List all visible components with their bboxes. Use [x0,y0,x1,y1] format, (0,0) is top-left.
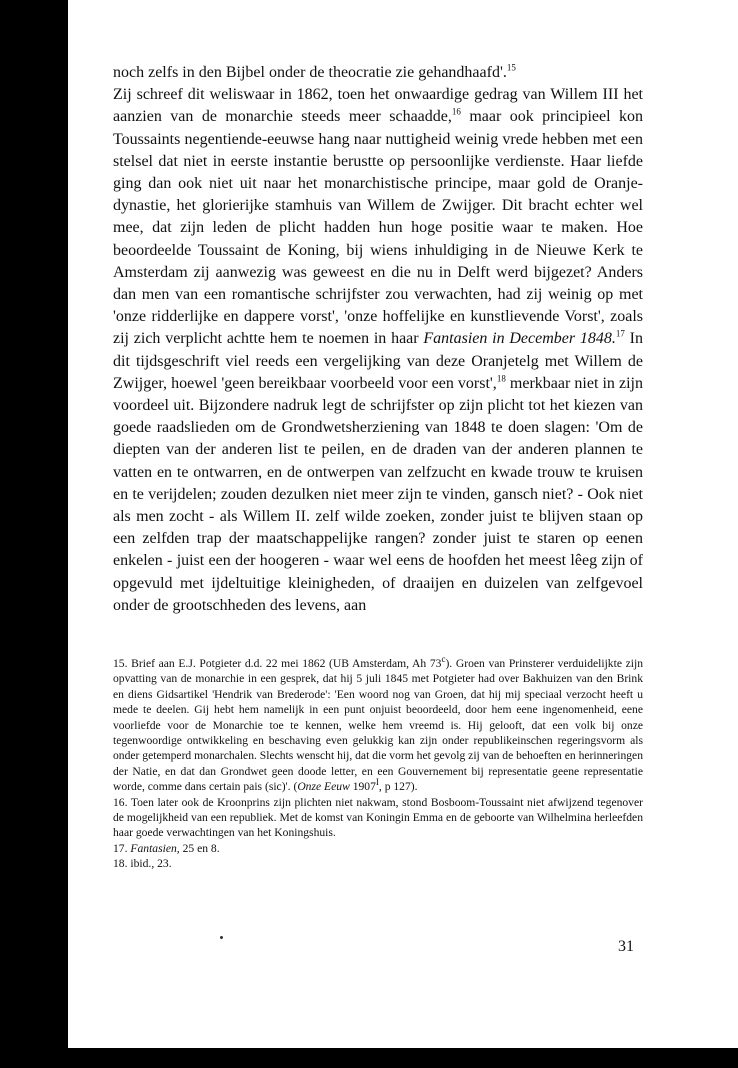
paragraph-2-part-a: Zij schreef dit weliswaar in 1862, toen het onwaardige gedrag van Willem III het aanzien van de monarchie steeds meer schaadde, [113,86,643,126]
footnote-15-sup-c: c [441,654,446,665]
scan-border-left [0,0,68,1068]
footnote-17 [113,841,643,856]
footnote-16: 16. Toen later ook de Kroonprins zijn plichten niet nakwam, stond Bosboom-Toussaint niet afwijzend tegenover de mogelijkheid van een republiek. Met de komst van Koningin Emma en de geboorte van Wilhelmina herleefden haar goede verwachtingen van het Koningshuis. [113,795,643,840]
paragraph-1-text: noch zelfs in den Bijbel onder de theocratie zie gehandhaafd'. [113,64,507,81]
page-number: 31 [618,938,634,955]
footnote-15 [113,656,643,795]
paragraph-2 [113,84,643,617]
footnote-17-num: 17. [113,841,128,855]
footnote-17-rest: 25 en 8. [179,841,220,855]
footnote-15-part-b: ). Groen van Prinsterer verduidelijkte zijn opvatting van de monarchie in een gesprek, dat hij 5 juli 1845 met Potgieter had over Bakhuizen van den Brink en diens Gidsartikel 'Hendrik van Brederode': 'Een woord nog van Groen, dat hij mij speciaal verzocht heeft u mede te deelen. Gij hebt hem namelijk in een punt onjuist beoordeeld, door hem eene ingenomenheid, eene voorliefde voor de Monarchie toe te kennen, welke hem vreemd is. Hij gelooft, dat een volk bij onze tegenwoordige ontwikkeling en beschaving even gelukkig kan zijn onder republikeinschen regeringsvorm als onder getemperd monarchalen. Slechts wenscht hij, dat die vorm het gevolg zij van de behoeften en herinneringen der Natie, en dat dan Grondwet geen doode letter, en een Gouvernement bij representatie geene representatie worde, comme dans certain pais (sic)'. ( [113,657,643,794]
footnote-15-part-c: 1907 [349,780,376,794]
footnote-15-part-d: , p 127). [378,780,418,794]
main-text-block [113,62,643,617]
footnotes [113,656,643,872]
footnote-17-title: Fantasien, [130,841,180,855]
scan-border-bottom [0,1048,738,1068]
scan-speck [220,936,223,939]
paragraph-2-part-d: merkbaar niet in zijn voordeel uit. Bijzondere nadruk legt de schrijfster op zijn plicht tot het kiezen van goede raadslieden om de Grondwetsherziening van 1848 te doen slagen: 'Om de diepten van der anderen list te peilen, en de draden van der anderen plannen te vatten en te ontwarren, en de ontwerpen van zelfzucht en kwade trouw te kruisen en te verijdelen; zouden dezulken niet meer zijn te vinden, gansch niet? - Ook niet als men zocht - als Willem II. zelf wilde zoeken, zonder juist te blijven staan op een zelfden trap der maatschappelijke rangen? zonder juist te staren op eenen enkelen - juist een der hoogeren - waar wel eens de hoofden het meest lêeg zijn of opgevuld met ijdeltuitige kleinigheden, of draaijen en duizelen van zelfgevoel onder de grootschheden des levens, aan [113,374,643,614]
footnote-ref-16: 16 [451,107,461,118]
paragraph-2-part-b: maar ook principieel kon Toussaints negentiende-eeuwse hang naar nuttigheid weinig vrede hebben met een stelsel dat niet in eerste instantie berustte op persoonlijke verdienste. Haar liefde ging dan ook niet uit naar het monarchistische principe, maar gold de Oranje-dynastie, het glorierijke stamhuis van Willem de Zwijger. Dit bracht echter wel mee, dat zijn leden de plicht hadden hun hoge positie waar te maken. Hoe beoordeelde Toussaint de Koning, bij wiens inhuldiging in de Nieuwe Kerk te Amsterdam zij aanwezig was geweest en die nu in Delft werd bijgezet? Anders dan men van een romantische schrijfster zou verwachten, had zij weinig op met 'onze ridderlijke en dappere vorst', 'onze hoffelijke en kunstlievende Vorst', zoals zij zich verplicht achtte hem te noemen in haar [113,108,644,348]
paragraph-2-part-c: In dit tijdsgeschrift viel reeds een vergelijking van deze Oranjetelg met Willem de Zwijger, hoewel 'geen bereikbaar voorbeeld voor een vorst', [113,330,644,392]
footnote-ref-17: 17 [615,329,625,340]
body-text [113,62,643,617]
footnote-18: 18. ibid., 23. [113,857,172,871]
paragraph-1 [113,62,643,84]
footnote-15-title: Onze Eeuw [297,780,350,794]
footnote-ref-15: 15 [506,62,516,73]
footnote-15-sup-i: I [375,777,379,788]
footnote-15-part-a: 15. Brief aan E.J. Potgieter d.d. 22 mei 1862 (UB Amsterdam, Ah 73 [113,657,442,670]
title-fantasien: Fantasien in December 1848. [423,330,616,348]
footnote-ref-18: 18 [496,373,506,384]
